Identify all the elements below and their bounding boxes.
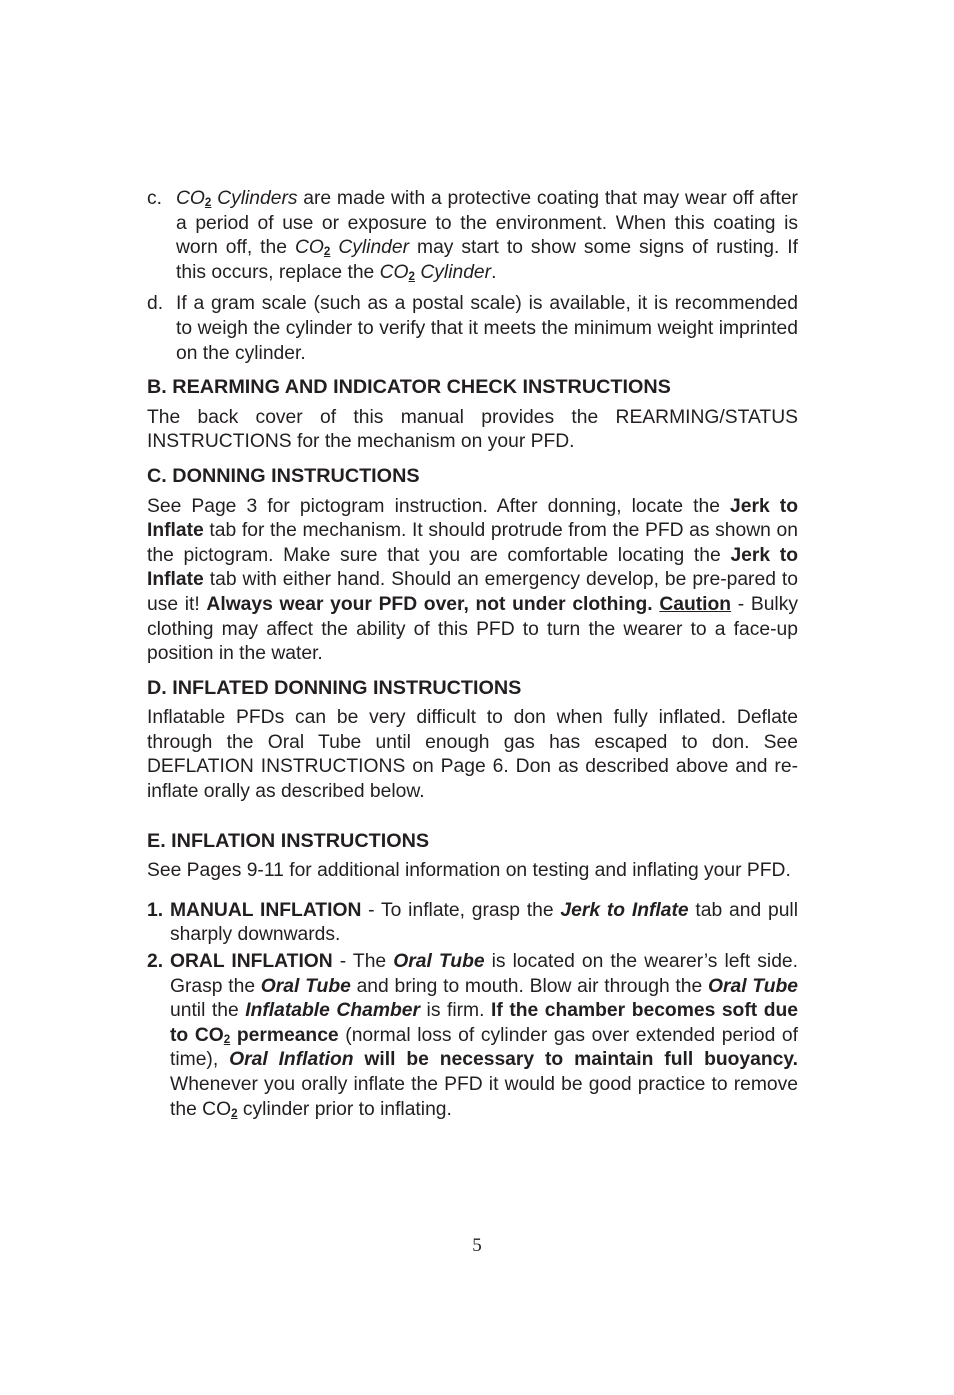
text-run: Oral Inflation xyxy=(229,1049,354,1071)
text-run: See Pages 9-11 for additional information on testing and inflating your PFD. xyxy=(147,860,791,882)
section-heading-inflated-donning: D. INFLATED DONNING INSTRUCTIONS xyxy=(147,676,522,699)
list-item-text xyxy=(176,293,798,363)
list-marker: c. xyxy=(147,188,162,209)
text-run: is located on the wearer’s left side. Grasp the xyxy=(170,951,799,997)
page-content xyxy=(147,187,798,1124)
section-heading-rearming: B. REARMING AND INDICATOR CHECK INSTRUCTIONS xyxy=(147,376,671,399)
text-run: permeance xyxy=(230,1024,339,1046)
text-run: (normal loss of cylinder gas over extended period of time), xyxy=(170,1024,798,1071)
text-run: Jerk to Inflate xyxy=(147,544,798,591)
text-run: and bring to mouth. Blow air through the xyxy=(350,975,708,997)
text-run: Oral Tube xyxy=(707,975,798,997)
text-run: . xyxy=(491,261,497,283)
section-body-inflated-donning xyxy=(147,706,798,804)
text-run: Inflatable PFDs can be very difficult to don when fully inflated. Deflate through the Oral Tube until enough gas has escaped to don. See DEFLATION INSTRUCTIONS on Page 6. Don as described above and re-inflate orally as described below. xyxy=(147,707,798,803)
text-run: 2 xyxy=(323,246,331,259)
text-run: MANUAL INFLATION xyxy=(170,899,362,921)
text-run: is firm. xyxy=(420,1000,492,1022)
spacer xyxy=(147,812,798,820)
numbered-item-text xyxy=(170,900,798,946)
text-run: Cylinder xyxy=(330,237,410,259)
numbered-marker: 2. xyxy=(147,951,164,973)
list-item-d xyxy=(147,292,798,366)
text-run: CO xyxy=(379,261,409,283)
text-run: Jerk to Inflate xyxy=(560,899,689,921)
text-run: tab for the mechanism. It should protrude from the PFD as shown on the pictogram. Make sure that you are comfortable locating the xyxy=(147,520,798,566)
text-run: ORAL INFLATION xyxy=(170,951,333,973)
text-run: 2 xyxy=(408,270,415,283)
text-run: 2 xyxy=(204,197,212,209)
list-item-text xyxy=(176,188,798,283)
text-run: - Bulky clothing may affect the ability of this PFD to turn the wearer to a face-up position in the water. xyxy=(147,593,798,665)
list-item-c xyxy=(147,187,798,285)
text-run: If the chamber becomes soft due to CO xyxy=(170,1000,798,1046)
text-run: Inflatable Chamber xyxy=(245,1000,420,1022)
text-run: tab and pull sharply downwards. xyxy=(170,899,798,946)
section-heading-donning: C. DONNING INSTRUCTIONS xyxy=(147,464,420,487)
page-number: 5 xyxy=(472,1235,482,1256)
text-run: - The xyxy=(332,951,394,973)
text-run: Oral Tube xyxy=(260,975,351,997)
text-run: cylinder prior to inflating. xyxy=(237,1098,452,1120)
text-run: will be necessary to maintain full buoyancy. xyxy=(353,1049,798,1071)
text-run: may start to show some signs of rusting. If this occurs, replace the xyxy=(176,237,798,283)
numbered-item-text xyxy=(170,951,798,1120)
section-heading-inflation: E. INFLATION INSTRUCTIONS xyxy=(147,829,430,852)
numbered-item-manual-inflation xyxy=(147,899,798,948)
text-run: Always wear your PFD over, not under clothing. xyxy=(206,593,653,615)
text-run: Cylinders xyxy=(211,188,298,209)
text-run: tab with either hand. Should an emergency develop, be pre-pared to use it! xyxy=(147,569,798,615)
text-run: - To inflate, grasp the xyxy=(361,899,561,921)
section-body-donning xyxy=(147,495,798,667)
text-run: are made with a protective coating that may wear off after a period of use or exposure to the environment. When this coating is worn off, the xyxy=(176,188,798,259)
text-run: until the xyxy=(170,1000,246,1022)
text-run: 2 xyxy=(231,1107,238,1120)
text-run: Jerk to Inflate xyxy=(147,495,798,542)
spacer xyxy=(147,891,798,899)
numbered-item-oral-inflation xyxy=(147,950,798,1122)
text-run: 2 xyxy=(223,1033,231,1046)
text-run: See Page 3 for pictogram instruction. After donning, locate the xyxy=(147,495,731,517)
section-body-inflation xyxy=(147,859,798,884)
text-run: Whenever you orally inflate the PFD it would be good practice to remove the CO xyxy=(170,1074,798,1120)
text-run: CO xyxy=(176,188,205,209)
section-body-rearming xyxy=(147,406,798,455)
text-run: Oral Tube xyxy=(393,951,485,973)
text-run: Caution xyxy=(659,593,732,615)
numbered-marker: 1. xyxy=(147,899,164,921)
text-run: CO xyxy=(294,237,324,259)
text-run: If a gram scale (such as a postal scale) is available, it is recommended to weigh the cylinder to verify that it meets the minimum weight imprinted on the cylinder. xyxy=(176,293,798,364)
text-run: Cylinder xyxy=(415,261,492,283)
text-run: The back cover of this manual provides the REARMING/STATUS INSTRUCTIONS for the mechanism on your PFD. xyxy=(147,406,798,453)
list-marker: d. xyxy=(147,293,164,315)
